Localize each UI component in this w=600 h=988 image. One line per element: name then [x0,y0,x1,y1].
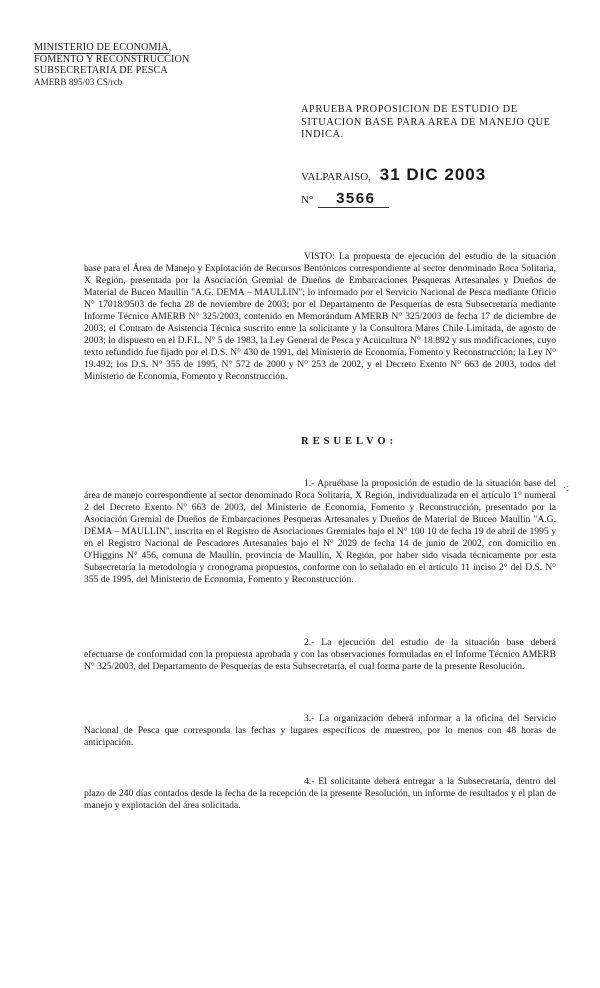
article-1-lead: 1.- Apruébase la proposición de estudio de la [304,478,483,489]
article-3 [84,713,556,749]
letterhead-line-ministry: MINISTERIO DE ECONOMIA, [34,42,172,53]
number-stamp: 3566 [318,190,389,208]
resolution-subject: APRUEBA PROPOSICION DE ESTUDIO DE SITUACION BASE PARA AREA DE MANEJO QUE INDICA. [301,104,551,140]
resolution-number [301,190,501,208]
article-4-lead: 4.- El solicitante deberá entregar a la Subsecretaría, [304,776,512,787]
letterhead [34,42,234,88]
letterhead-strike-line [34,53,169,54]
margin-mark: ·: [563,483,570,494]
article-2-text: deberá efectuarse de conformidad con la propuesta aprobada y con las observaciones formuladas en el Informe Técnico AMERB N° 325/2003, del Departamento de Pesquerías de esta Subsecretaría, el cual forma parte de la presente Resolución. [84,637,557,672]
article-2-lead: 2.- La ejecución del estudio de la situación base [304,637,524,648]
article-2 [84,637,556,673]
article-1 [84,478,556,586]
letterhead-line-subsecretaria: SUBSECRETARIA DE PESCA [34,65,168,76]
article-1-text: situación base del área de manejo correspondiente al sector denominado Roca Solitaria, X Región, individualizada en el artículo 1° numeral 2 del Decreto Exento N° 663 de 2003, del Ministerio de Economía, Fomento y Reconstrucción, presentado por la Asociación Gremial de Dueños de Embarcaciones Pesqueras Artesanales y Dueños de Material de Buceo Maullín "A.G. DEMA – MAULLIN", inscrita en el Registro de Asociaciones Gremiales bajo el N° 100 10 de fecha 19 de abril de 1995 y en el Registro Nacional de Pescadores Artesanales bajo el N° 2029 de fecha 14 de junio de 2002, con domicilio en O'Higgins N° 456, comuna de Maullín, provincia de Maullín, X Región, por haber sido visada técnicamente por esta Subsecretaría la metodología y cronograma propuestos, conforme con lo señalado en el artículo 11 inciso 2° del D.S. N° 355 de 1995, del Ministerio de Economía, Fomento y Reconstrucción. [84,478,556,585]
date-stamp: 31 DIC 2003 [379,165,487,184]
article-3-lead: 3.- La organización deberá informar a la oficina del [304,713,520,724]
number-label: N° [301,194,314,206]
resuelvo-heading: RESUELVO: [301,436,398,447]
article-4-text: dentro del plazo de 240 días contados desde la fecha de la recepción de la presente Resolución, un informe de resultados y el plan de manejo y explotación del área solicitada. [84,776,556,811]
visto-lead: VISTO: [304,251,335,262]
place: VALPARAISO, [301,171,371,183]
article-3-text: Servicio Nacional de Pesca que corresponda las fechas y lugares específicos de muestreo, por lo menos con 48 horas de anticipación. [84,713,556,748]
visto-paragraph [84,251,556,383]
place-and-date [301,165,561,185]
visto-text: La propuesta de ejecución del estudio de la situación base para el Área de Manejo y Explotación de Recursos Bentónicos correspondiente al sector denominado Roca Solitaria, X Región, presentada por la Asociación Gremial de Dueños de Embarcaciones Pesqueras Artesanales y Dueños de Material de Buceo Maullín "A.G. DEMA – MAULLIN"; lo informado por el Servicio Nacional de Pesca mediante Oficio N° 17018/9503 de fecha 28 de noviembre de 2003; por el Departamento de Pesquerías de esta Subsecretaría mediante Informe Técnico AMERB N° 325/2003, contenido en Memorándum AMERB N° 325/2003 de fecha 17 de diciembre de 2003; el Contrato de Asistencia Técnica suscrito entre la solicitante y la Consultora Mares Chile Limitada, de agosto de 2003; lo dispuesto en el D.F.L. N° 5 de 1983, la Ley General de Pesca y Acuicultura N° 18.892 y sus modificaciones, cuyo texto refundido fue fijado por el D.S. N° 430 de 1991, del Ministerio de Economía, Fomento y Reconstrucción; la Ley N° 19.492; los D.S. N° 355 de 1995, N° 572 de 2000 y N° 253 de 2002, y el Decreto Exento N° 663 de 2003, todos del Ministerio de Economía, Fomento y Reconstrucción. [84,251,556,382]
letterhead-line-fomento: FOMENTO Y RECONSTRUCCION [34,53,190,65]
article-4 [84,776,556,812]
reference-initials: AMERB 895/03 CS/rcb [34,76,123,87]
